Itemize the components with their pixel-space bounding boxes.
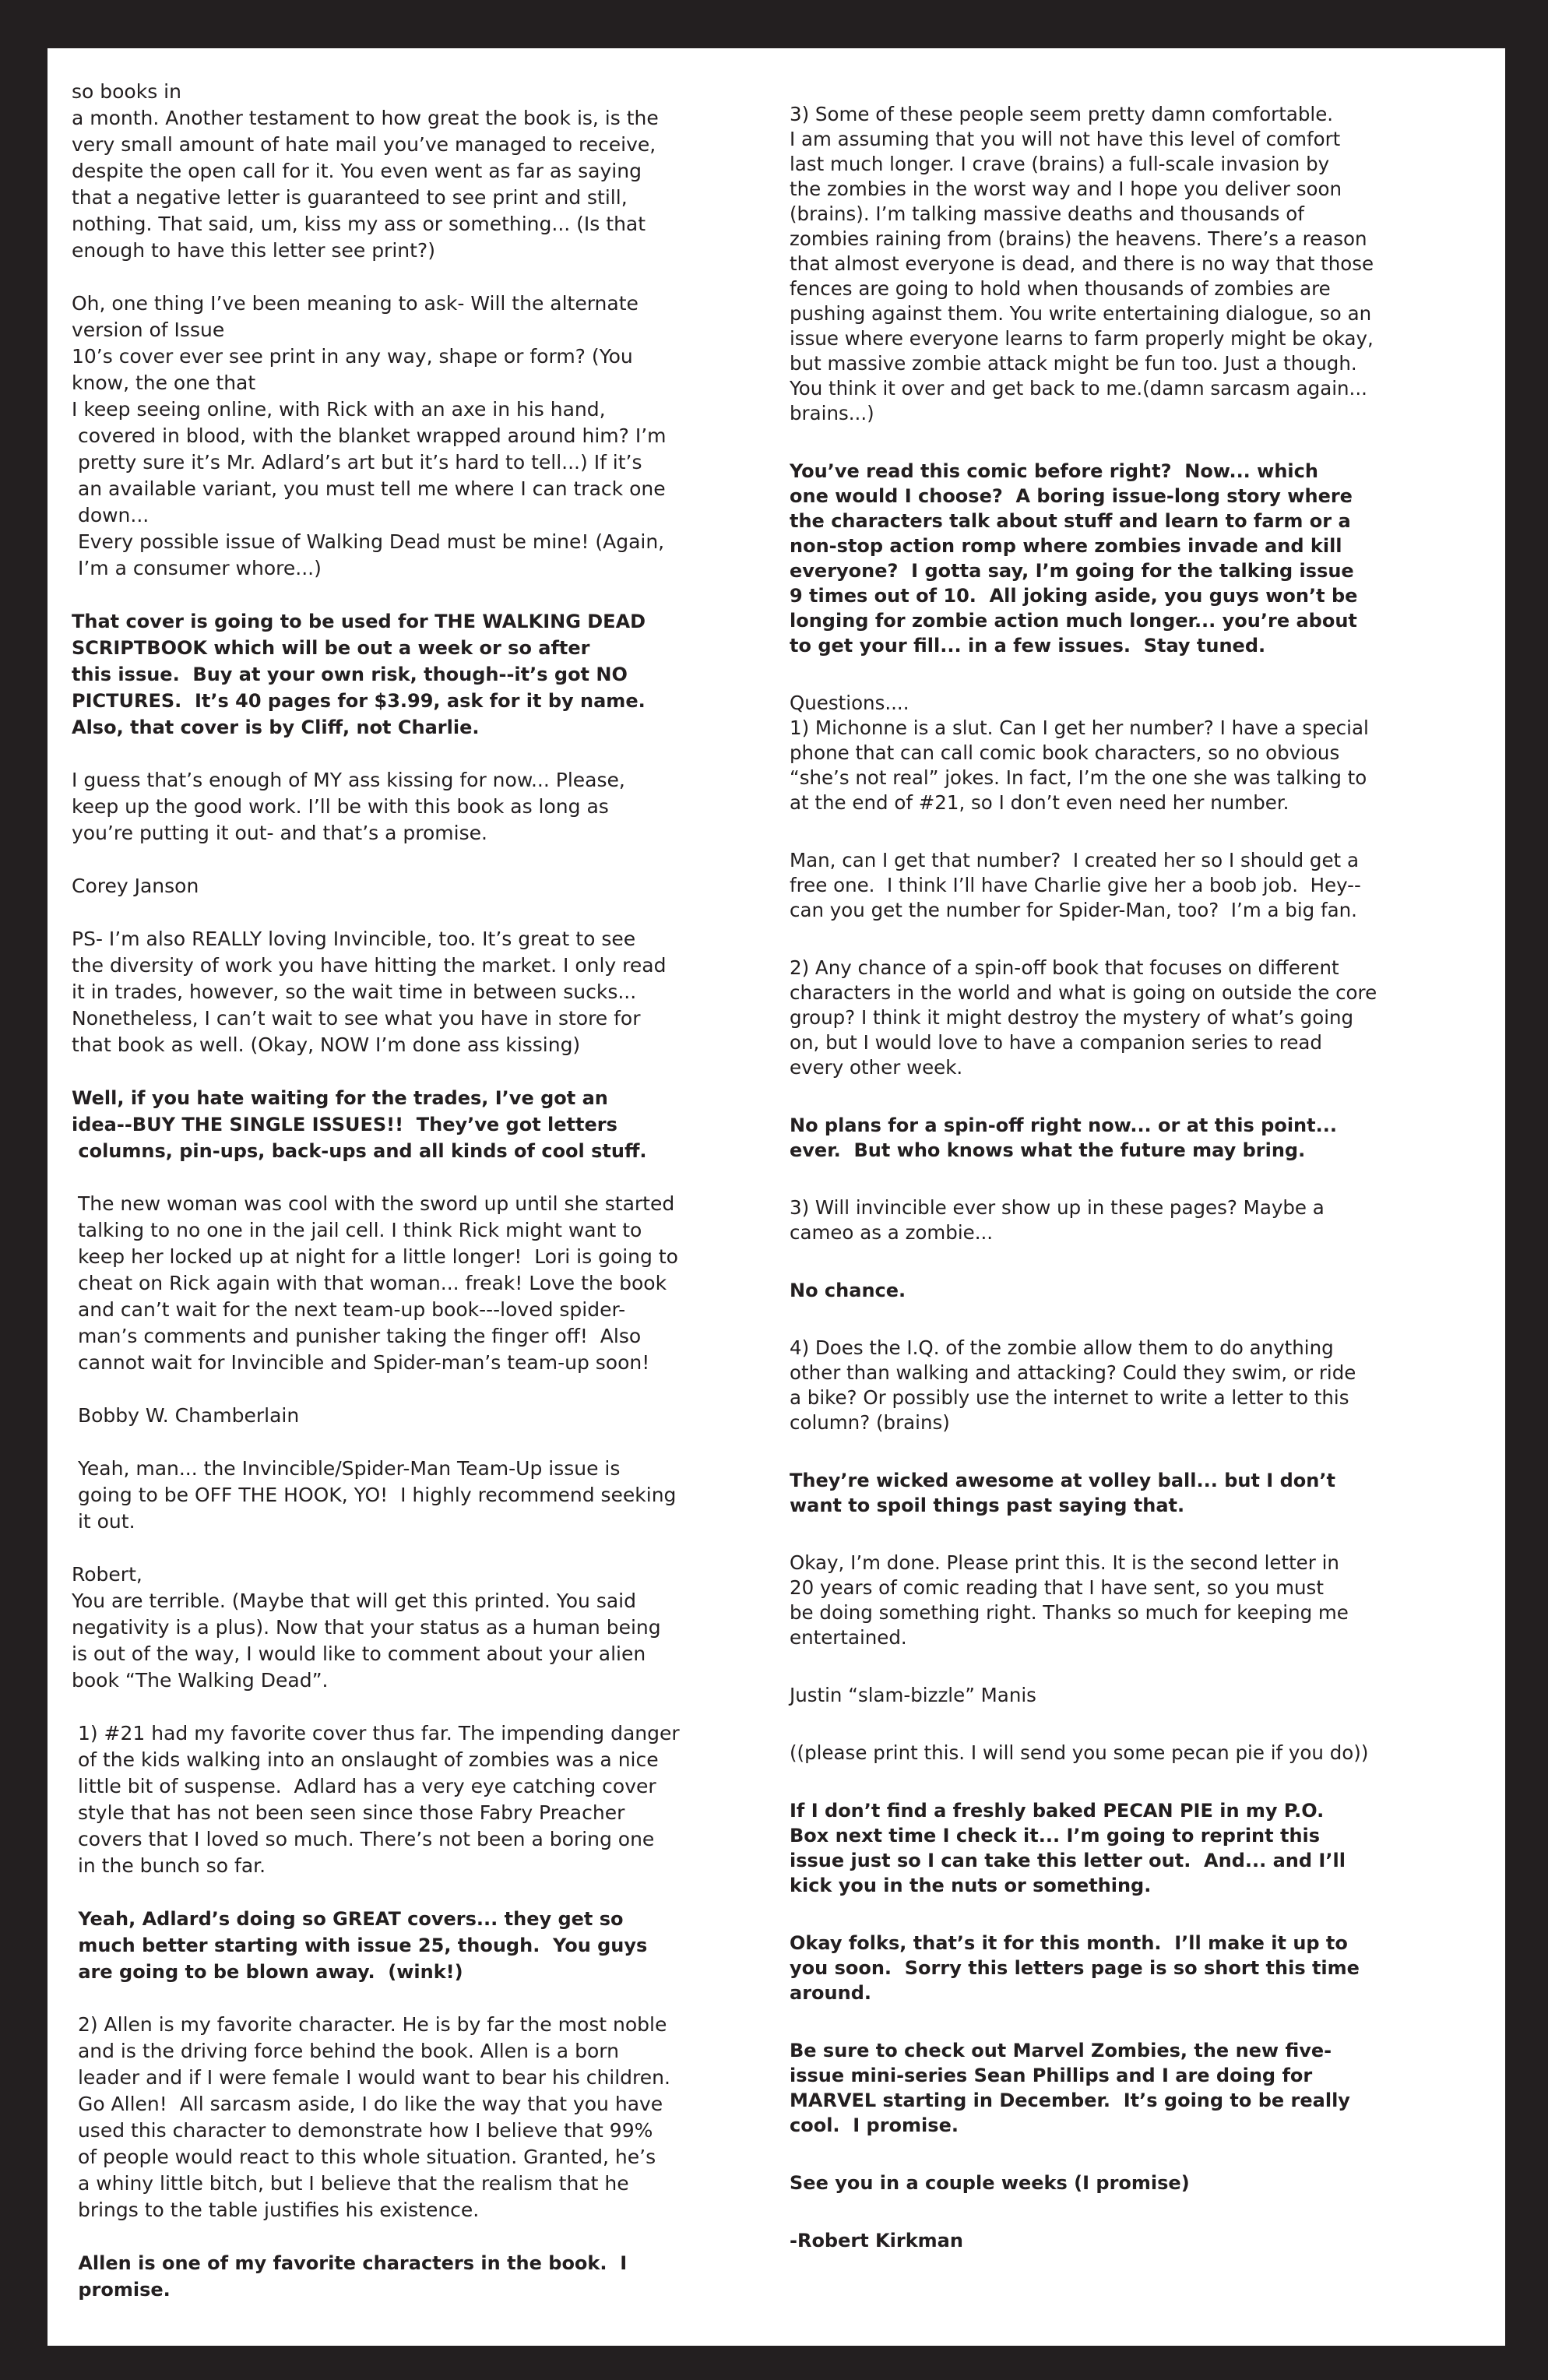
editor-reply-paragraph: That cover is going to be used for THE WALKING DEAD SCRIPTBOOK which will be out a week or so after this issue. Buy at your own risk, though--it’s got NO PICTURES. It’s 40 pages for $3.99, ask for it by name. Also, that cover is by Cliff, not Charlie.	[72, 611, 646, 738]
editor-reply-paragraph: They’re wicked awesome at volley ball... but I don’t want to spoil things past saying that.	[790, 1470, 1335, 1516]
letter-paragraph: 3) Some of these people seem pretty damn comfortable. I am assuming that you will not have this level of comfort last much longer. I crave (brains) a full-scale invasion by the zombies in the worst way and I hope you deliver soon (brains). I’m talking massive deaths and thousands of zombies raining from (brains) the heavens. There’s a reason that almost everyone is dead, and there is no way that those fences are going to hold when thousands of zombies are pushing against them. You write entertaining dialogue, so an issue where everyone learns to farm properly might be okay, but massive zombie attack might be fun too. Just a though. You think it over and get back to me.(damn sarcasm again... brains...)	[790, 103, 1374, 424]
letters-page	[47, 48, 1505, 2346]
editor-reply-paragraph: See you in a couple weeks (I promise)	[790, 2172, 1190, 2194]
letter-paragraph: 2) Any chance of a spin-off book that focuses on different characters in the world and what is going on outside the core group? I think it might destroy the mystery of what’s going on, but I would love to have a companion series to read every other week.	[790, 956, 1377, 1079]
letter-paragraph: Robert, You are terrible. (Maybe that will get this printed. You said negativity is a plus). Now that your status as a human being is out of the way, I would like to comment about your alien book “The Walking Dead”.	[72, 1563, 661, 1692]
letter-paragraph: Okay, I’m done. Please print this. It is the second letter in 20 years of comic reading that I have sent, so you must be doing something right. Thanks so much for keeping me entertained.	[790, 1551, 1349, 1649]
letter-paragraph: 4) Does the I.Q. of the zombie allow them to do anything other than walking and attacking? Could they swim, or ride a bike? Or possibly use the internet to write a letter to this column? (brains)	[790, 1336, 1356, 1434]
letter-paragraph: 1) #21 had my favorite cover thus far. The impending danger of the kids walking into an onslaught of zombies was a nice little bit of suspense. Adlard has a very eye catching cover style that has not been seen since those Fabry Preacher covers that I loved so much. There’s not been a boring one in the bunch so far.	[77, 1722, 680, 1877]
editor-reply-paragraph: Okay folks, that’s it for this month. I’ll make it up to you soon. Sorry this letters page is so short this time around.	[790, 1932, 1360, 2004]
editor-reply-paragraph: Well, if you hate waiting for the trades, I’ve got an idea--BUY THE SINGLE ISSUES!! They’ve got letters columns, pin-ups, back-ups and all kinds of cool stuff.	[72, 1087, 647, 1162]
letter-paragraph: 3) Will invincible ever show up in these pages? Maybe a cameo as a zombie...	[790, 1196, 1325, 1244]
left-column	[72, 79, 757, 2329]
right-column	[790, 102, 1490, 2286]
letter-paragraph: ((please print this. I will send you some pecan pie if you do))	[790, 1741, 1369, 1764]
editor-reply-paragraph: Allen is one of my favorite characters in the book. I promise.	[78, 2252, 628, 2301]
editor-reply-paragraph: No chance.	[790, 1280, 906, 1301]
letter-paragraph: Oh, one thing I’ve been meaning to ask- Will the alternate version of Issue 10’s cover ever see print in any way, shape or form? (You know, the one that I keep seeing online, with Rick with an axe in his hand, covered in blood, with the blanket wrapped around him? I’m pretty sure it’s Mr. Adlard’s art but it’s hard to tell...) If it’s an available variant, you must tell me where I can track one down... Every possible issue of Walking Dead must be mine! (Again, I’m a consumer whore...)	[72, 292, 667, 579]
editor-reply-paragraph: If I don’t find a freshly baked PECAN PIE in my P.O. Box next time I check it... I’m going to reprint this issue just so I can take this letter out. And... and I’ll kick you in the nuts or something.	[790, 1800, 1346, 1896]
letter-paragraph: Corey Janson	[72, 875, 199, 897]
letter-paragraph: 2) Allen is my favorite character. He is by far the most noble and is the driving force behind the book. Allen is a born leader and if I were female I would want to bear his children. Go Allen! All sarcasm aside, I do like the way that you have used this character to demonstrate how I believe that 99% of people would react to this whole situation. Granted, he’s a whiny little bitch, but I believe that the realism that he brings to the table justifies his existence.	[77, 2013, 670, 2221]
letter-paragraph: I guess that’s enough of MY ass kissing for now... Please, keep up the good work. I’ll be with this book as long as you’re putting it out- and that’s a promise.	[72, 769, 625, 844]
editor-reply-paragraph: Be sure to check out Marvel Zombies, the new five- issue mini-series Sean Phillips and I are doing for MARVEL starting in December. It’s going to be really cool. I promise.	[790, 2040, 1350, 2136]
letter-paragraph: PS- I’m also REALLY loving Invincible, too. It’s great to see the diversity of work you have hitting the market. I only read it in trades, however, so the wait time in between sucks... Nonetheless, I can’t wait to see what you have in store for that book as well. (Okay, NOW I’m done ass kissing)	[72, 928, 667, 1056]
letter-paragraph: so books in a month. Another testament to how great the book is, is the very small amount of hate mail you’ve managed to receive, despite the open call for it. You even went as far as saying that a negative letter is guaranteed to see print and still, nothing. That said, um, kiss my ass or something... (Is that enough to have this letter see print?)	[72, 80, 659, 262]
editor-reply-paragraph: -Robert Kirkman	[790, 2230, 963, 2251]
letter-paragraph: Questions.... 1) Michonne is a slut. Can I get her number? I have a special phone that can call comic book characters, so no obvious “she’s not real” jokes. In fact, I’m the one she was talking to at the end of #21, so I don’t even need her number.	[790, 692, 1369, 814]
letter-paragraph: The new woman was cool with the sword up until she started talking to no one in the jail cell. I think Rick might want to keep her locked up at night for a little longer! Lori is going to cheat on Rick again with that woman... freak! Love the book and can’t wait for the next team-up book---loved spider- man’s comments and punisher taking the finger off! Also cannot wait for Invincible and Spider-man’s team-up soon!	[77, 1192, 678, 1374]
editor-reply-paragraph: No plans for a spin-off right now... or at this point... ever. But who knows what the future may bring.	[790, 1114, 1337, 1161]
letter-paragraph: Justin “slam-bizzle” Manis	[790, 1684, 1036, 1706]
letter-paragraph: Yeah, man... the Invincible/Spider-Man Team-Up issue is going to be OFF THE HOOK, YO! I highly recommend seeking it out.	[77, 1457, 677, 1533]
editor-reply-paragraph: You’ve read this comic before right? Now... which one would I choose? A boring issue-long story where the characters talk about stuff and learn to farm or a non-stop action romp where zombies invade and kill everyone? I gotta say, I’m going for the talking issue 9 times out of 10. All joking aside, you guys won’t be longing for zombie action much longer... you’re about to get your fill... in a few issues. Stay tuned.	[790, 460, 1358, 657]
letter-paragraph: Man, can I get that number? I created her so I should get a free one. I think I’ll have Charlie give her a boob job. Hey-- can you get the number for Spider-Man, too? I’m a big fan.	[790, 849, 1361, 921]
letter-paragraph: Bobby W. Chamberlain	[72, 1404, 300, 1427]
editor-reply-paragraph: Yeah, Adlard’s doing so GREAT covers... they get so much better starting with issue 25, though. You guys are going to be blown away. (wink!)	[78, 1908, 648, 1983]
